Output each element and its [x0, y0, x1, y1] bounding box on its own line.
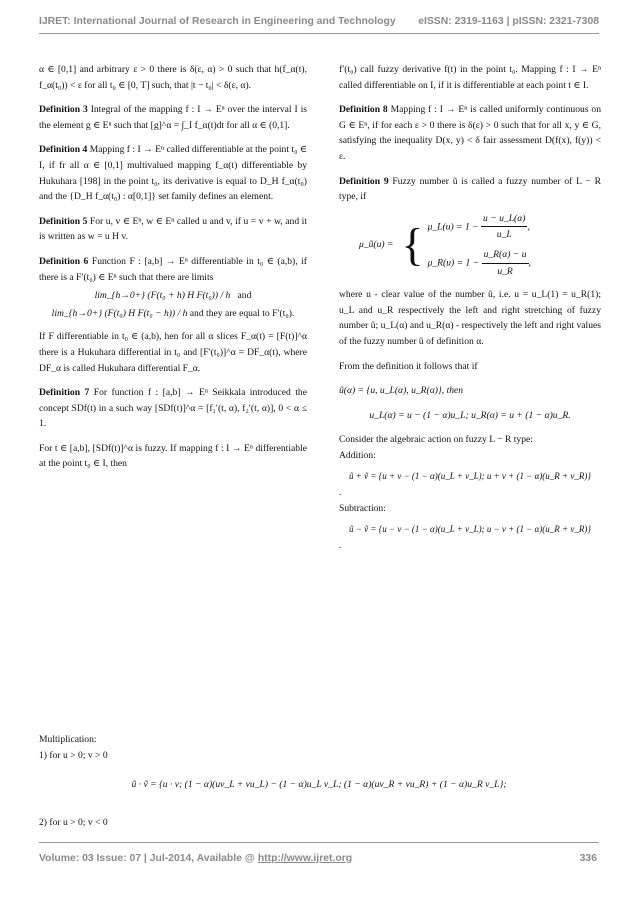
definition-title: Definition 7: [39, 387, 90, 399]
definition-text: Integral of the mapping f : I → Eⁿ over the interval I is the element g ∈ Eⁿ such that [g]^α = ∫_I f_α(t)dt for all α ∈ (0,1].: [39, 104, 307, 131]
limit-1: lim_{h→0+} (F(t₀ + h) H F(t₀)) / h and: [94, 290, 252, 302]
definition-text: For u, v ∈ Eⁿ, w ∈ Eⁿ called u and v, if u = v + w, and it is written as w = u H v.: [39, 215, 307, 243]
paragraph-slices: If F differentiable in t₀ ∈ (a,b), hen for all α slices F_α(t) = [F(t)]^α there is a Hukuhara differential in t₀ and [F′(t₀)]^α = DF_α(t), where DF_α is called Hukuhara differential F_α.: [39, 331, 307, 374]
definition-4: [39, 142, 307, 204]
issn: eISSN: 2319-1163 | pISSN: 2321-7308: [418, 16, 599, 27]
left-column: [39, 62, 307, 481]
formula-uL-uR: u_L(α) = u − (1 − α)u_L; u_R(α) = u + (1 − α)u_R.: [369, 409, 571, 421]
definition-title: Definition 8: [339, 104, 388, 116]
definition-6: [39, 254, 307, 285]
journal-link[interactable]: http://www.ijret.org: [257, 853, 353, 864]
bottom-section: [39, 732, 599, 830]
case-right: μ_R(u) = 1 − $\frac{u\_R(\alpha) - u}{u\_R}$ ,: [428, 247, 531, 279]
definition-3: [39, 102, 307, 133]
right-column: [339, 62, 601, 553]
page-number: 336: [579, 853, 597, 864]
dot: .: [339, 539, 342, 551]
fraction: $\frac{u\_R(\alpha) - u}{u\_R}$: [483, 248, 527, 277]
definition-text: Mapping f : I → Eⁿ is called uniformly continuous on G ∈ Eⁿ, if for each ε > 0 there is δ(ε) > 0 such that for all x, y ∈ G, satisfying the inequality D(x, y) < δ fair assessment D(f(x), f(y)) < ε.: [339, 104, 601, 162]
definition-text: Fuzzy number ũ is called a fuzzy number of L − R type, if: [339, 175, 601, 203]
footer-volume: Volume: 03 Issue: 07 | Jul-2014, Available @ http://www.ijret.org: [39, 853, 353, 864]
formula-tilde-u: ũ(α) = {u, u_L(α), u_R(α)}, then: [339, 385, 464, 397]
paragraph: α ∈ [0,1] and arbitrary ε > 0 there is δ(ε, α) > 0 such that h(f_α(t), f_α(t₀)) < ε for all t₀ ∈ [0, T] such, that |t − t₀| < δ(ε, α).: [39, 64, 307, 91]
case-1: 1) for u > 0; v > 0: [39, 749, 108, 761]
definition-8: [339, 102, 601, 164]
footer-rule: [39, 842, 599, 843]
formula-multiplication: ũ · ṽ = {u · v; (1 − α)(uv_L + vu_L) − (1 − α)u_L v_L; (1 − α)(uv_R + vu_R) + (1 − α)u_R v_L};: [131, 779, 507, 791]
definition-text: Function F : [a,b] → Eⁿ differentiable in t₀ ∈ (a,b), if there is a F′(t₀) ∈ Eⁿ such that there are limits: [39, 255, 307, 283]
definition-title: Definition 4: [39, 144, 88, 156]
paragraph-fuzzy: For t ∈ [a,b], [SDf(t)]^α is fuzzy. If mapping f : I → Eⁿ differentiable at the point t₀ ∈ I, then: [39, 442, 307, 470]
definition-text: For function f : [a,b] → Eⁿ Seikkala introduced the concept SDf(t) in a such way [SDf(t)]^α = [f₁′(t, α), f₂′(t, α)], 0 < α ≤ 1.: [39, 387, 307, 430]
journal-title: IJRET: International Journal of Research in Engineering and Technology: [39, 16, 396, 27]
left-brace: {: [401, 218, 424, 270]
case-2: 2) for u > 0; v < 0: [39, 816, 108, 828]
definition-text: Mapping f : I → Eⁿ called differentiable at the point t₀ ∈ I, if fr all α ∈ [0,1] multivalued mapping f_α(t) differentiable by Hukuhara [198] in the point t₀, its derivative is equal to D_H f_α(t₀) and the {D_H f_α(t₀) : α[0,1]} set family defines an element.: [39, 144, 307, 203]
fraction: $\frac{u - u\_L(\alpha)}{u\_L}$: [483, 212, 526, 241]
definition-9: [339, 174, 601, 205]
definition-5: [39, 214, 307, 245]
paragraph-where: where u - clear value of the number ũ, i.e. u = u_L(1) = u_R(1); u_L and u_R respectively the left and right stretching of fuzzy number ũ; u_L(α) and u_R(α) - respectively the left and right values of the fuzzy number ũ of definition α.: [339, 289, 601, 347]
cases: [428, 211, 531, 279]
dot: .: [339, 487, 342, 499]
definition-title: Definition 5: [39, 215, 88, 227]
limit-2: lim_{h→0+} (F(t₀) H F(t₀ − h)) / h and they are equal to F′(t₀).: [51, 307, 295, 319]
paragraph: f′(t₀) call fuzzy derivative f(t) in the point t₀. Mapping f : I → Eⁿ called differentiable on I, if it is differentiable at each point t ∈ I.: [339, 64, 601, 91]
definition-title: Definition 6: [39, 255, 89, 267]
formula-addition: ũ + ṽ = {u + v − (1 − α)(u_L + v_L); u + v + (1 − α)(u_R + v_R)}: [349, 471, 591, 482]
definition-7: [39, 385, 307, 432]
label-addition: Addition:: [339, 449, 376, 461]
paragraph-follows: From the definition it follows that if: [339, 360, 478, 372]
definition-title: Definition 3: [39, 104, 88, 116]
label-multiplication: Multiplication:: [39, 734, 97, 745]
formula-subtraction: ũ − ṽ = {u − v − (1 − α)(u_L + v_L); u − v + (1 − α)(u_R + v_R)}: [349, 524, 591, 535]
case-left: μ_L(u) = 1 − $\frac{u - u\_L(\alpha)}{u\_L}$ ,: [428, 211, 531, 243]
paragraph-consider: Consider the algebraic action on fuzzy L − R type: Addition:: [339, 434, 533, 461]
page-header: [0, 10, 638, 32]
label-subtraction: Subtraction:: [339, 502, 386, 514]
definition-title: Definition 9: [339, 175, 389, 187]
membership-function: μ_ũ(u) = { μ_L(u) = 1 − $\frac{u - u\_L(\alpha)}{u\_L}$ , μ_R(u) = 1 − $\frac{u\_R(\alpha) - u}{u\_R}$ ,: [359, 211, 601, 279]
header-rule: [39, 33, 599, 34]
